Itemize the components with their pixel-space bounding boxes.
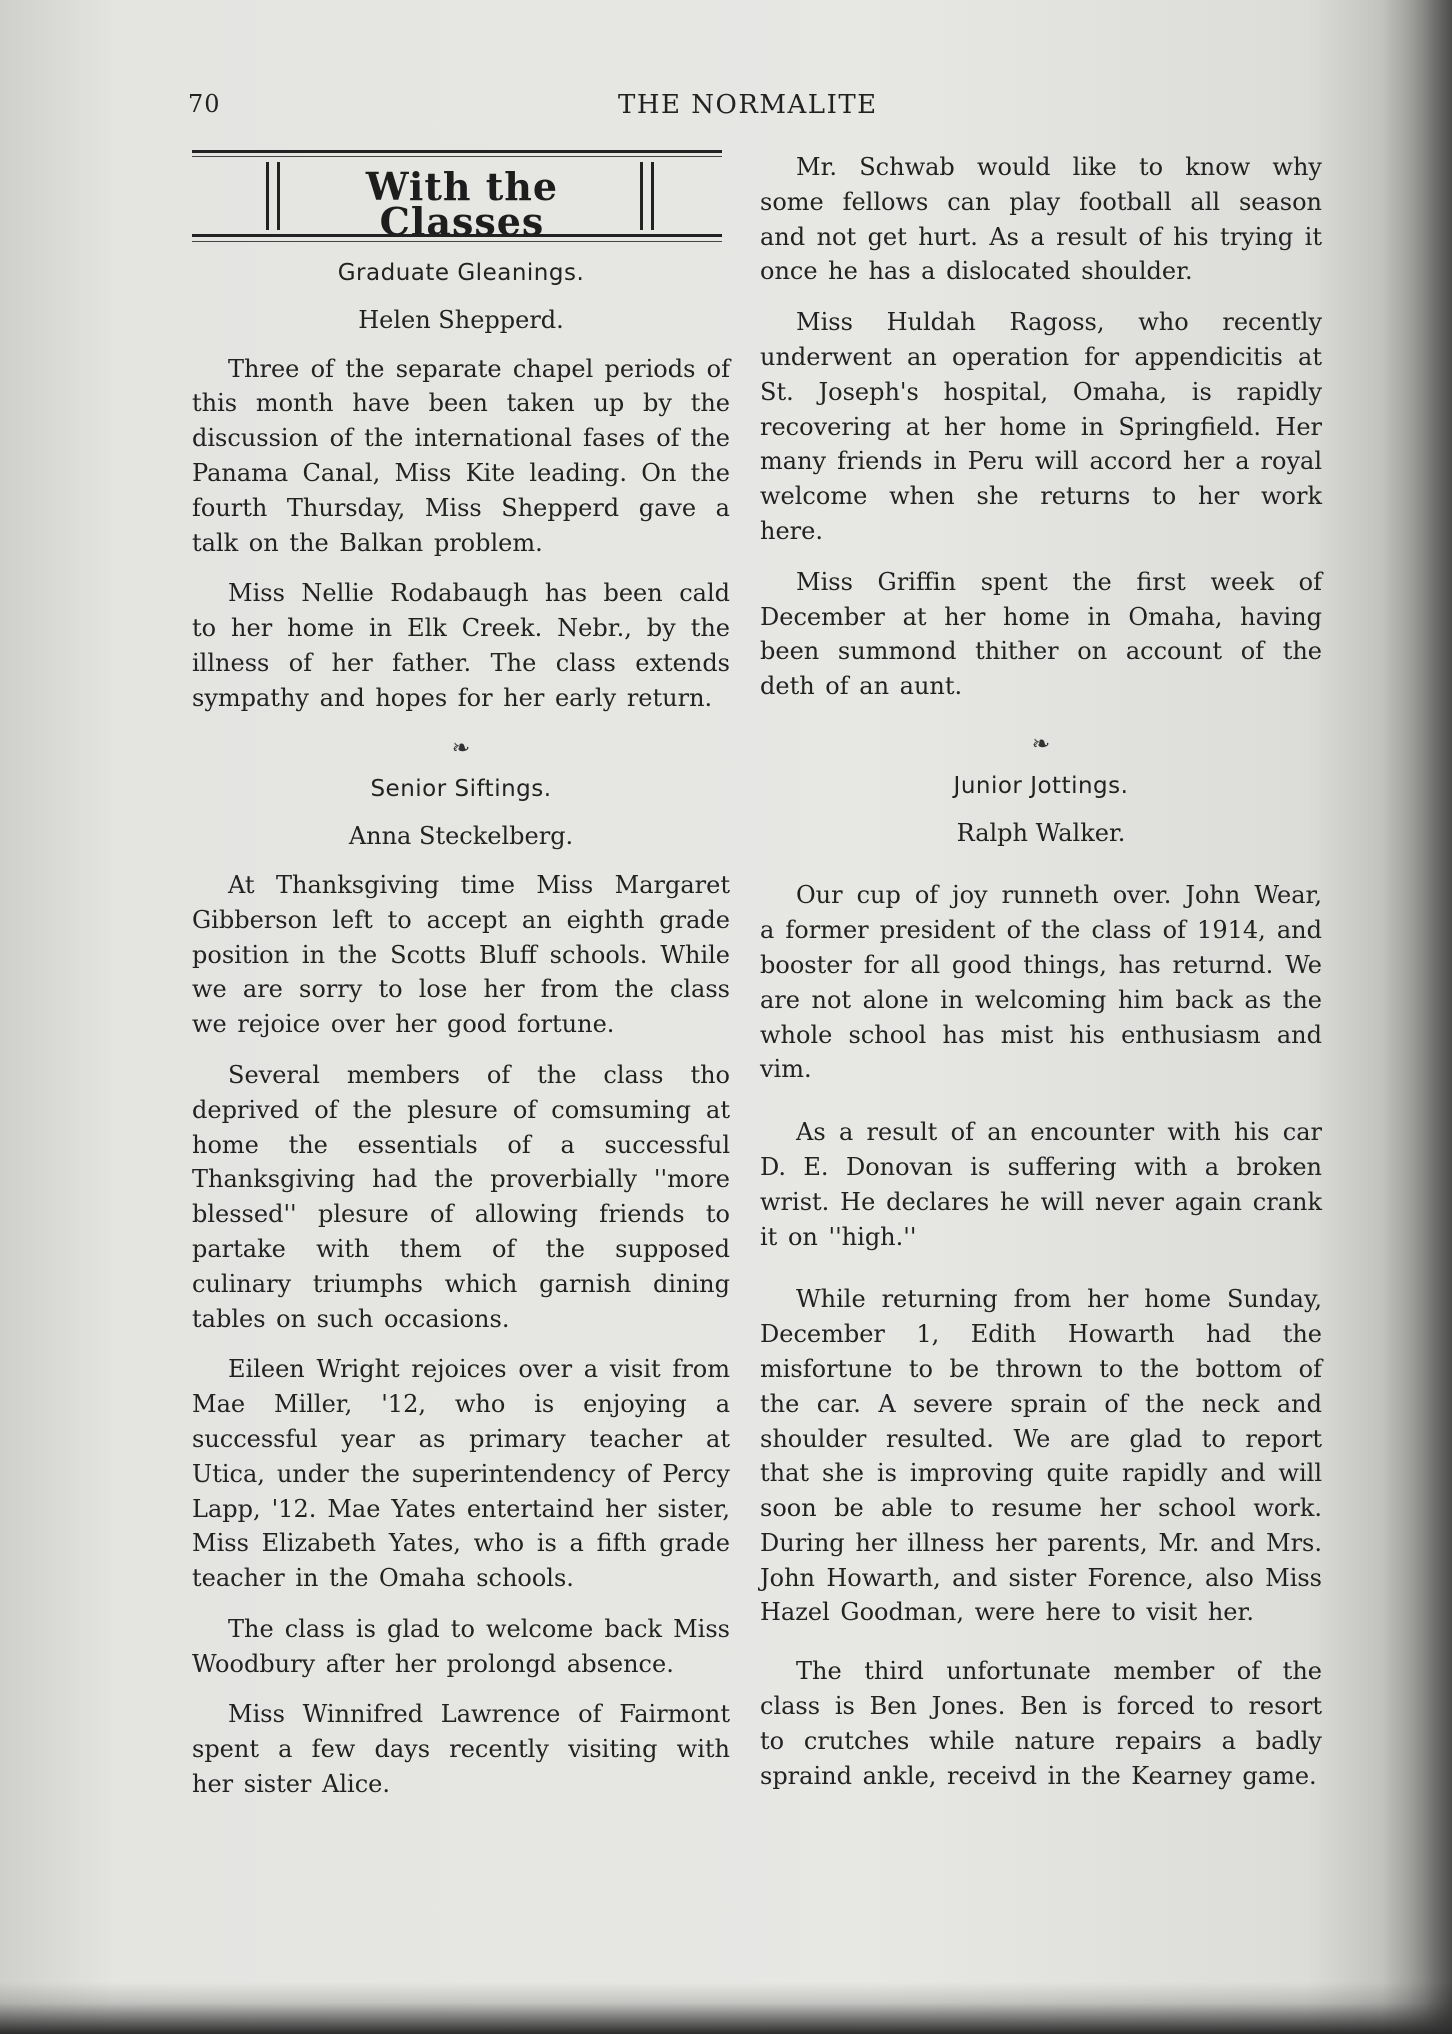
senior-byline: Anna Steckelberg.: [348, 822, 574, 851]
banner-right-bars: [640, 162, 654, 230]
left-column: [192, 150, 730, 1818]
page-number: 70: [188, 90, 221, 118]
section-banner: [192, 150, 722, 246]
paragraph: The third unfortunate member of the class is Ben Jones. Ben is forced to resort to crutches while nature repairs a badly spraind ankle, receivd in the Kearney game.: [760, 1657, 1322, 1790]
banner-top-rule: [192, 150, 722, 153]
ornament-icon: ❧: [451, 735, 471, 761]
junior-byline: Ralph Walker.: [956, 818, 1126, 847]
paragraph: Our cup of joy runneth over. John Wear, a former president of the class of 1914, and booster for all good things, has returnd. We are not alone in welcoming him back as the whole school has mist his enthusiasm and vim.: [760, 881, 1322, 1084]
paragraph: Several members of the class tho deprived of the plesure of comsuming at home the essentials of a successful Thanksgiving had the proverbially ''more blessed'' plesure of allowing friends to partake with them of the supposed culinary triumphs which garnish dining tables on such occasions.: [192, 1060, 730, 1333]
banner-title: With the Classes: [365, 164, 559, 244]
junior-heading: Junior Jottings.: [953, 772, 1129, 799]
graduate-byline: Helen Shepperd.: [358, 305, 564, 334]
paragraph: At Thanksgiving time Miss Margaret Gibberson left to accept an eighth grade position in the Scotts Bluff schools. While we are sorry to lose her from the class we rejoice over her good fortune.: [192, 870, 730, 1039]
paragraph: Miss Griffin spent the first week of December at her home in Omaha, having been summond thither on account of the deth of an aunt.: [760, 567, 1322, 701]
ornament-icon: ❧: [1031, 731, 1051, 757]
paragraph: Three of the separate chapel periods of this month have been taken up by the discussion of the international fases of the Panama Canal, Miss Kite leading. On the fourth Thursday, Miss Shepperd gave a talk on the Balkan problem.: [192, 354, 730, 557]
running-title: THE NORMALITE: [618, 90, 878, 120]
graduate-heading: Graduate Gleanings.: [337, 260, 585, 286]
paragraph: Mr. Schwab would like to know why some fellows can play football all season and not get hurt. As a result of his trying it once he has a dislocated shoulder.: [760, 153, 1322, 286]
paragraph: Miss Nellie Rodabaugh has been cald to her home in Elk Creek. Nebr., by the illness of her father. The class extends sympathy and hopes for her early return.: [192, 579, 730, 712]
senior-heading: Senior Siftings.: [370, 776, 552, 803]
paragraph: While returning from her home Sunday, December 1, Edith Howarth had the misfortune to be thrown to the bottom of the car. A severe sprain of the neck and shoulder resulted. We are glad to report that she is improving quite rapidly and will soon be able to resume her school work. During her illness her parents, Mr. and Mrs. John Howarth, and sister Forence, also Miss Hazel Goodman, were here to visit her.: [760, 1285, 1322, 1627]
paragraph: Miss Huldah Ragoss, who recently underwent an operation for appendicitis at St. Joseph's hospital, Omaha, is rapidly recovering at her home in Springfield. Her many friends in Peru will accord her a royal welcome when she returns to her work here.: [760, 308, 1322, 545]
paragraph: Eileen Wright rejoices over a visit from Mae Miller, '12, who is enjoying a successful year as primary teacher at Utica, under the superintendency of Percy Lapp, '12. Mae Yates entertaind her sister, Miss Elizabeth Yates, who is a fifth grade teacher in the Omaha schools.: [192, 1355, 730, 1593]
page-header: [188, 90, 1318, 130]
binding-shadow: [1382, 0, 1452, 2034]
scan-bottom-edge: [0, 1982, 1452, 2034]
paragraph: The class is glad to welcome back Miss Woodbury after her prolongd absence.: [192, 1614, 730, 1678]
banner-left-bars: [266, 162, 280, 230]
right-column: [760, 150, 1322, 1809]
banner-bottom-rule: [192, 234, 722, 237]
paragraph: As a result of an encounter with his car D. E. Donovan is suffering with a broken wrist. He declares he will never again crank it on ''high.'': [760, 1118, 1322, 1251]
paragraph: Miss Winnifred Lawrence of Fairmont spent a few days recently visiting with her sister Alice.: [192, 1700, 730, 1799]
